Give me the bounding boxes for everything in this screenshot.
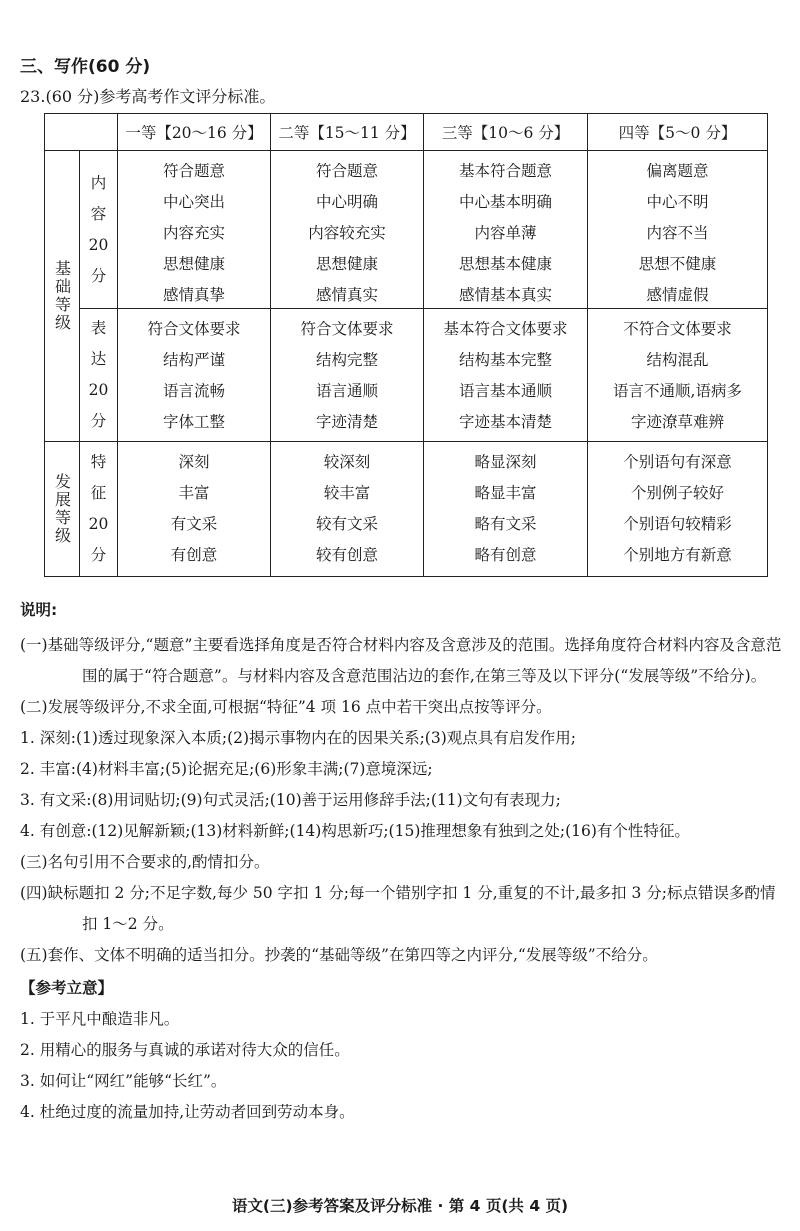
rubric-cell-line: 结构严谨 [162, 350, 225, 369]
rubric-cell-line: 个别语句有深意 [623, 452, 732, 471]
rubric-cell-line: 内容不当 [646, 223, 709, 242]
grade-header-3: 三等【10～6 分】 [424, 114, 588, 151]
rubric-cell-lines [424, 156, 587, 304]
rubric-cell-line: 结构混乱 [646, 350, 709, 369]
section-title: 三、写作(60 分) [20, 57, 151, 77]
rubric-cell-grade-4 [588, 442, 768, 577]
grade-header-4: 四等【5～0 分】 [588, 114, 768, 151]
reference-heading: 【参考立意】 [20, 979, 114, 997]
table-header-row [45, 114, 768, 151]
reference-item: 4. 杜绝过度的流量加持,让劳动者回到劳动本身。 [20, 1103, 355, 1121]
grade-header-2: 二等【15～11 分】 [271, 114, 424, 151]
rubric-cell-line: 丰富 [178, 483, 210, 502]
criterion-label [80, 309, 118, 442]
criterion-label-char: 分 [90, 412, 107, 430]
group-label-basic [45, 151, 80, 442]
criterion-label-char: 内 [90, 173, 107, 192]
rubric-cell-line: 内容较充实 [308, 223, 386, 242]
rubric-cell-grade-2 [271, 309, 424, 442]
page-footer: 语文(三)参考答案及评分标准 · 第 4 页(共 4 页) [231, 1197, 569, 1215]
rubric-cell-line: 符合题意 [162, 161, 225, 180]
rubric-cell-line: 略有创意 [474, 546, 537, 565]
rubric-cell-line: 深刻 [178, 452, 210, 471]
rubric-cell-line: 较有文采 [315, 515, 378, 534]
criterion-label-stack [80, 447, 117, 571]
criterion-label-char: 分 [90, 266, 107, 285]
criterion-label-char: 特 [90, 453, 107, 471]
rubric-cell-line: 符合文体要求 [300, 319, 394, 338]
rubric-cell-line: 字迹清楚 [315, 412, 378, 431]
rubric-cell-line: 中心不明 [646, 192, 709, 211]
rubric-cell-line: 感情虚假 [646, 285, 709, 304]
group-label-text: 发展等级 [52, 473, 72, 545]
rubric-cell-line: 语言基本通顺 [458, 381, 552, 400]
rubric-cell-grade-2 [271, 151, 424, 309]
rubric-cell-line: 思想健康 [162, 254, 225, 273]
rubric-cell-lines [588, 314, 767, 437]
rubric-cell-grade-1 [118, 309, 271, 442]
rubric-cell-line: 个别语句较精彩 [623, 515, 732, 534]
note-item: 2. 丰富:(4)材料丰富;(5)论据充足;(6)形象丰满;(7)意境深远; [20, 760, 433, 778]
reference-item: 1. 于平凡中酿造非凡。 [20, 1010, 180, 1028]
rubric-cell-line: 偏离题意 [646, 161, 709, 180]
rubric-cell-line: 不符合文体要求 [623, 319, 732, 338]
reference-item: 3. 如何让“网红”能够“长红”。 [20, 1072, 227, 1090]
rubric-cell-line: 思想基本健康 [458, 254, 552, 273]
criterion-label-char: 20 [88, 515, 109, 533]
rubric-cell-line: 内容充实 [162, 223, 225, 242]
criterion-label-char: 20 [88, 235, 109, 254]
rubric-cell-line: 中心基本明确 [458, 192, 552, 211]
rubric-cell-line: 字迹基本清楚 [458, 412, 552, 431]
rubric-cell-grade-1 [118, 151, 271, 309]
table-row [45, 442, 768, 577]
rubric-cell-grade-3 [424, 309, 588, 442]
rubric-cell-grade-4 [588, 151, 768, 309]
rubric-cell-lines [118, 447, 270, 572]
rubric-cell-grade-3 [424, 442, 588, 577]
criterion-label [80, 442, 118, 577]
rubric-cell-lines [424, 314, 587, 437]
rubric-cell-line: 符合题意 [315, 161, 378, 180]
rubric-cell-line: 中心突出 [162, 192, 225, 211]
rubric-cell-lines [271, 314, 423, 437]
note-item: (五)套作、文体不明确的适当扣分。抄袭的“基础等级”在第四等之内评分,“发展等级”不给分。 [20, 946, 658, 964]
rubric-cell-line: 结构完整 [315, 350, 378, 369]
notes-section [20, 598, 790, 1128]
rubric-cell-line: 略有文采 [474, 515, 537, 534]
rubric-cell-lines [271, 447, 423, 572]
grading-rubric-table [44, 113, 768, 577]
rubric-cell-line: 有创意 [170, 546, 218, 565]
rubric-cell-line: 略显丰富 [474, 483, 537, 502]
rubric-cell-line: 个别例子较好 [630, 483, 724, 502]
rubric-cell-line: 字迹潦草难辨 [630, 412, 724, 431]
rubric-cell-line: 较深刻 [323, 452, 371, 471]
criterion-label-char: 征 [90, 484, 107, 502]
rubric-cell-lines [424, 447, 587, 572]
rubric-cell-line: 感情真实 [315, 285, 378, 304]
rubric-cell-lines [588, 156, 767, 304]
criterion-label-char: 容 [90, 204, 107, 223]
rubric-cell-line: 感情真挚 [162, 285, 225, 304]
rubric-cell-lines [271, 156, 423, 304]
criterion-label-stack [80, 313, 117, 437]
grade-header-1: 一等【20～16 分】 [118, 114, 271, 151]
notes-heading: 说明: [20, 601, 58, 619]
rubric-cell-grade-3 [424, 151, 588, 309]
rubric-cell-grade-4 [588, 309, 768, 442]
criterion-label-char: 20 [88, 381, 109, 399]
table-row [45, 309, 768, 442]
note-item: (一)基础等级评分,“题意”主要看选择角度是否符合材料内容及含意涉及的范围。选择角度符合材料内容及含意范围的属于“符合题意”。与材料内容及含意范围沾边的套作,在第三等及以下评分(“发展等级”不给分)。 [20, 636, 782, 685]
rubric-cell-line: 中心明确 [315, 192, 378, 211]
question-line: 23.(60 分)参考高考作文评分标准。 [20, 87, 276, 106]
rubric-cell-line: 略显深刻 [474, 452, 537, 471]
rubric-cell-line: 语言流畅 [162, 381, 225, 400]
rubric-cell-lines [588, 447, 767, 572]
rubric-cell-grade-1 [118, 442, 271, 577]
rubric-cell-line: 基本符合题意 [458, 161, 552, 180]
rubric-cell-line: 较丰富 [323, 483, 371, 502]
rubric-cell-line: 符合文体要求 [147, 319, 241, 338]
note-item: 1. 深刻:(1)透过现象深入本质;(2)揭示事物内在的因果关系;(3)观点具有启发作用; [20, 729, 576, 747]
group-label-development [45, 442, 80, 577]
rubric-cell-line: 个别地方有新意 [623, 546, 732, 565]
note-item: (三)名句引用不合要求的,酌情扣分。 [20, 853, 270, 871]
rubric-cell-line: 语言通顺 [315, 381, 378, 400]
note-item: 4. 有创意:(12)见解新颖;(13)材料新鲜;(14)构思新巧;(15)推理想象有独到之处;(16)有个性特征。 [20, 822, 690, 840]
rubric-cell-lines [118, 314, 270, 437]
rubric-cell-line: 感情基本真实 [458, 285, 552, 304]
rubric-cell-line: 基本符合文体要求 [443, 319, 568, 338]
rubric-cell-line: 字体工整 [162, 412, 225, 431]
criterion-label-stack [80, 168, 117, 292]
rubric-cell-line: 思想不健康 [638, 254, 717, 273]
rubric-cell-grade-2 [271, 442, 424, 577]
rubric-cell-lines [118, 156, 270, 304]
criterion-label-char: 表 [90, 319, 107, 337]
table-row [45, 151, 768, 309]
reference-item: 2. 用精心的服务与真诚的承诺对待大众的信任。 [20, 1041, 350, 1059]
criterion-label-char: 达 [90, 350, 107, 368]
rubric-cell-line: 思想健康 [315, 254, 378, 273]
note-item: (二)发展等级评分,不求全面,可根据“特征”4 项 16 点中若干突出点按等评分。 [20, 698, 552, 716]
notes-list [20, 630, 790, 971]
criterion-label-char: 分 [90, 546, 107, 564]
rubric-cell-line: 结构基本完整 [458, 350, 552, 369]
reference-list [20, 1004, 790, 1128]
group-label-text: 基础等级 [52, 260, 72, 332]
rubric-cell-line: 内容单薄 [474, 223, 537, 242]
header-corner-cell [45, 114, 118, 151]
rubric-cell-line: 语言不通顺,语病多 [613, 381, 742, 400]
rubric-cell-line: 有文采 [170, 515, 218, 534]
note-item: (四)缺标题扣 2 分;不足字数,每少 50 字扣 1 分;每一个错别字扣 1 分,重复的不计,最多扣 3 分;标点错误多酌情扣 1～2 分。 [20, 884, 776, 933]
rubric-cell-line: 较有创意 [315, 546, 378, 565]
note-item: 3. 有文采:(8)用词贴切;(9)句式灵活;(10)善于运用修辞手法;(11)文句有表现力; [20, 791, 561, 809]
criterion-label [80, 151, 118, 309]
